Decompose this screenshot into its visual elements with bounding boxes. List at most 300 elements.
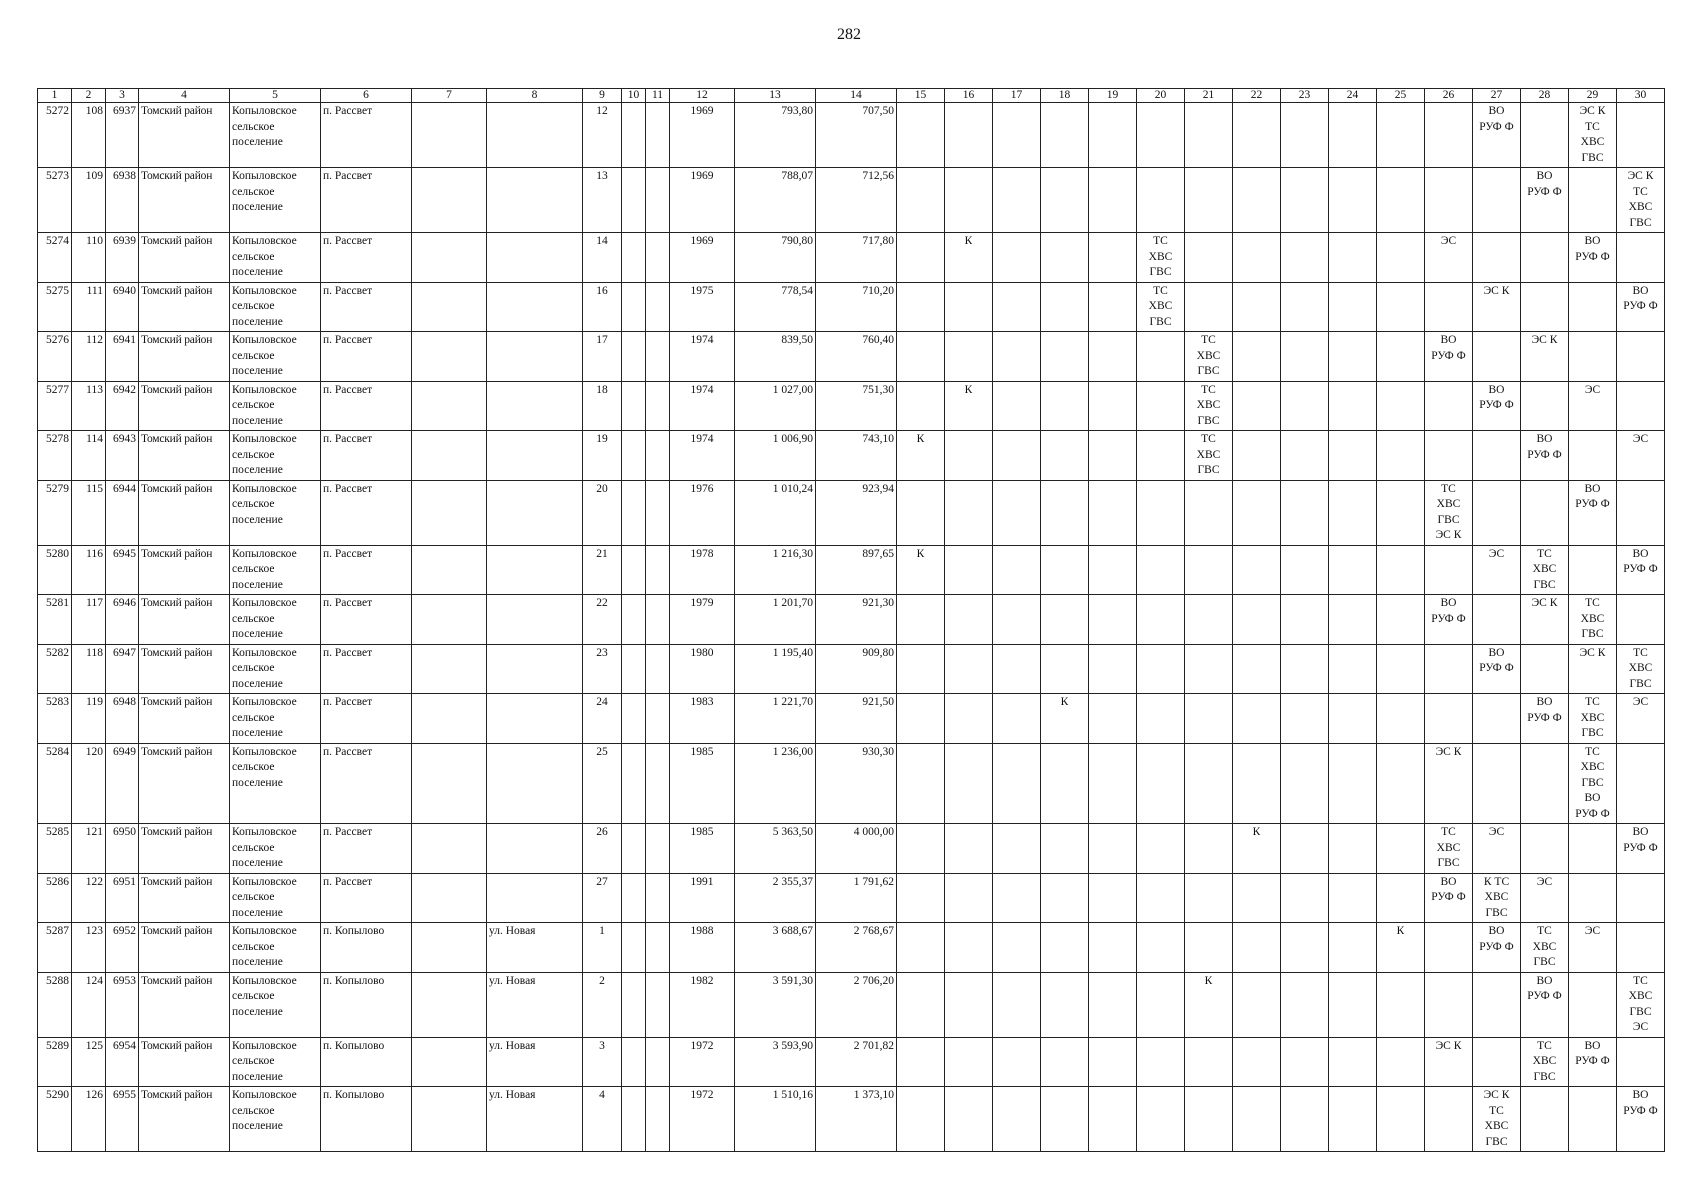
row-index-cell: 125 bbox=[72, 1037, 106, 1087]
year-built-cell: 1983 bbox=[670, 694, 735, 744]
district-cell: Томский район bbox=[139, 168, 230, 233]
living-area-cell: 751,30 bbox=[816, 381, 897, 431]
work-type-cell-28: ВО РУФ Ф bbox=[1521, 168, 1569, 233]
work-type-cell-24 bbox=[1329, 1037, 1377, 1087]
table-row bbox=[38, 1087, 1665, 1152]
work-type-cell-21 bbox=[1185, 743, 1233, 824]
total-area-cell: 1 216,30 bbox=[735, 545, 816, 595]
work-type-cell-24 bbox=[1329, 431, 1377, 481]
total-area-cell: 1 195,40 bbox=[735, 644, 816, 694]
object-id-cell: 6949 bbox=[106, 743, 139, 824]
work-type-cell-24 bbox=[1329, 103, 1377, 168]
work-type-cell-16 bbox=[945, 873, 993, 923]
locality-cell: п. Рассвет bbox=[321, 595, 412, 645]
district-cell: Томский район bbox=[139, 644, 230, 694]
total-area-cell: 1 236,00 bbox=[735, 743, 816, 824]
total-area-cell: 1 201,70 bbox=[735, 595, 816, 645]
work-type-cell-28: ТС ХВС ГВС bbox=[1521, 923, 1569, 973]
living-area-cell: 2 706,20 bbox=[816, 972, 897, 1037]
column-header: 26 bbox=[1425, 89, 1473, 103]
work-type-cell-17 bbox=[993, 480, 1041, 545]
house-number-cell: 19 bbox=[583, 431, 622, 481]
work-type-cell-19 bbox=[1089, 545, 1137, 595]
house-number-cell: 3 bbox=[583, 1037, 622, 1087]
work-type-cell-22 bbox=[1233, 168, 1281, 233]
work-type-cell-15 bbox=[897, 480, 945, 545]
work-type-cell-23 bbox=[1281, 644, 1329, 694]
work-type-cell-29 bbox=[1569, 431, 1617, 481]
work-type-cell-27: ВО РУФ Ф bbox=[1473, 381, 1521, 431]
work-type-cell-27 bbox=[1473, 431, 1521, 481]
table-row bbox=[38, 480, 1665, 545]
district-cell: Томский район bbox=[139, 381, 230, 431]
work-type-cell-23 bbox=[1281, 545, 1329, 595]
house-number-cell: 17 bbox=[583, 332, 622, 382]
work-type-cell-18 bbox=[1041, 103, 1089, 168]
work-type-cell-18 bbox=[1041, 595, 1089, 645]
work-type-cell-22 bbox=[1233, 972, 1281, 1037]
house-number-cell: 21 bbox=[583, 545, 622, 595]
work-type-cell-28: ВО РУФ Ф bbox=[1521, 431, 1569, 481]
column-header: 1 bbox=[38, 89, 72, 103]
locality-cell: п. Копылово bbox=[321, 1087, 412, 1152]
work-type-cell-17 bbox=[993, 545, 1041, 595]
work-type-cell-25 bbox=[1377, 233, 1425, 283]
work-type-cell-16 bbox=[945, 1037, 993, 1087]
col10-cell bbox=[622, 332, 646, 382]
work-type-cell-29 bbox=[1569, 168, 1617, 233]
work-type-cell-22 bbox=[1233, 545, 1281, 595]
work-type-cell-22 bbox=[1233, 1087, 1281, 1152]
work-type-cell-17 bbox=[993, 1087, 1041, 1152]
living-area-cell: 897,65 bbox=[816, 545, 897, 595]
district-cell: Томский район bbox=[139, 233, 230, 283]
work-type-cell-25 bbox=[1377, 332, 1425, 382]
work-type-cell-25 bbox=[1377, 595, 1425, 645]
col11-cell bbox=[646, 743, 670, 824]
total-area-cell: 3 591,30 bbox=[735, 972, 816, 1037]
table-row bbox=[38, 694, 1665, 744]
total-area-cell: 778,54 bbox=[735, 282, 816, 332]
settlement-cell: Копыловское сельское поселение bbox=[230, 644, 321, 694]
work-type-cell-27: ЭС bbox=[1473, 545, 1521, 595]
work-type-cell-26 bbox=[1425, 103, 1473, 168]
work-type-cell-22 bbox=[1233, 282, 1281, 332]
work-type-cell-20 bbox=[1137, 103, 1185, 168]
settlement-cell: Копыловское сельское поселение bbox=[230, 873, 321, 923]
record-number-cell: 5290 bbox=[38, 1087, 72, 1152]
work-type-cell-20 bbox=[1137, 332, 1185, 382]
house-number-cell: 2 bbox=[583, 972, 622, 1037]
column-header: 7 bbox=[412, 89, 487, 103]
total-area-cell: 1 006,90 bbox=[735, 431, 816, 481]
work-type-cell-20 bbox=[1137, 873, 1185, 923]
district-cell: Томский район bbox=[139, 545, 230, 595]
work-type-cell-22: К bbox=[1233, 824, 1281, 874]
work-type-cell-29 bbox=[1569, 824, 1617, 874]
table-row bbox=[38, 168, 1665, 233]
work-type-cell-23 bbox=[1281, 1087, 1329, 1152]
page-number: 282 bbox=[837, 26, 861, 43]
living-area-cell: 707,50 bbox=[816, 103, 897, 168]
district-cell: Томский район bbox=[139, 1087, 230, 1152]
work-type-cell-23 bbox=[1281, 743, 1329, 824]
living-area-cell: 4 000,00 bbox=[816, 824, 897, 874]
work-type-cell-21 bbox=[1185, 480, 1233, 545]
total-area-cell: 839,50 bbox=[735, 332, 816, 382]
object-id-cell: 6951 bbox=[106, 873, 139, 923]
work-type-cell-26 bbox=[1425, 923, 1473, 973]
work-type-cell-23 bbox=[1281, 1037, 1329, 1087]
work-type-cell-16 bbox=[945, 923, 993, 973]
settlement-cell: Копыловское сельское поселение bbox=[230, 1087, 321, 1152]
row-index-cell: 123 bbox=[72, 923, 106, 973]
work-type-cell-27 bbox=[1473, 168, 1521, 233]
work-type-cell-29: ВО РУФ Ф bbox=[1569, 1037, 1617, 1087]
work-type-cell-15 bbox=[897, 103, 945, 168]
locality-cell: п. Рассвет bbox=[321, 233, 412, 283]
col11-cell bbox=[646, 545, 670, 595]
work-type-cell-20 bbox=[1137, 480, 1185, 545]
locality-cell: п. Копылово bbox=[321, 923, 412, 973]
work-type-cell-25 bbox=[1377, 694, 1425, 744]
district-cell: Томский район bbox=[139, 824, 230, 874]
object-id-cell: 6952 bbox=[106, 923, 139, 973]
work-type-cell-15 bbox=[897, 873, 945, 923]
work-type-cell-24 bbox=[1329, 480, 1377, 545]
column-header: 19 bbox=[1089, 89, 1137, 103]
work-type-cell-24 bbox=[1329, 644, 1377, 694]
work-type-cell-19 bbox=[1089, 694, 1137, 744]
column-header: 3 bbox=[106, 89, 139, 103]
record-number-cell: 5273 bbox=[38, 168, 72, 233]
work-type-cell-30: ТС ХВС ГВС ЭС bbox=[1617, 972, 1665, 1037]
year-built-cell: 1969 bbox=[670, 168, 735, 233]
work-type-cell-22 bbox=[1233, 1037, 1281, 1087]
work-type-cell-29 bbox=[1569, 282, 1617, 332]
work-type-cell-28: ЭС К bbox=[1521, 595, 1569, 645]
object-id-cell: 6942 bbox=[106, 381, 139, 431]
total-area-cell: 790,80 bbox=[735, 233, 816, 283]
work-type-cell-21 bbox=[1185, 1037, 1233, 1087]
column-header: 25 bbox=[1377, 89, 1425, 103]
work-type-cell-30 bbox=[1617, 103, 1665, 168]
work-type-cell-19 bbox=[1089, 332, 1137, 382]
work-type-cell-26: ВО РУФ Ф bbox=[1425, 595, 1473, 645]
work-type-cell-21 bbox=[1185, 233, 1233, 283]
year-built-cell: 1974 bbox=[670, 332, 735, 382]
column-header: 6 bbox=[321, 89, 412, 103]
living-area-cell: 710,20 bbox=[816, 282, 897, 332]
settlement-cell: Копыловское сельское поселение bbox=[230, 381, 321, 431]
work-type-cell-26 bbox=[1425, 431, 1473, 481]
work-type-cell-29 bbox=[1569, 332, 1617, 382]
work-type-cell-30: ВО РУФ Ф bbox=[1617, 282, 1665, 332]
locality-cell: п. Рассвет bbox=[321, 694, 412, 744]
work-type-cell-25 bbox=[1377, 282, 1425, 332]
col10-cell bbox=[622, 694, 646, 744]
locality-cell: п. Рассвет bbox=[321, 545, 412, 595]
total-area-cell: 2 355,37 bbox=[735, 873, 816, 923]
district-cell: Томский район bbox=[139, 103, 230, 168]
work-type-cell-15 bbox=[897, 233, 945, 283]
work-type-cell-17 bbox=[993, 694, 1041, 744]
street-cell bbox=[487, 332, 583, 382]
work-type-cell-16 bbox=[945, 743, 993, 824]
work-type-cell-21 bbox=[1185, 103, 1233, 168]
work-type-cell-16 bbox=[945, 972, 993, 1037]
work-type-cell-21 bbox=[1185, 824, 1233, 874]
district-cell: Томский район bbox=[139, 595, 230, 645]
work-type-cell-18 bbox=[1041, 923, 1089, 973]
table-row bbox=[38, 1037, 1665, 1087]
street-cell bbox=[487, 743, 583, 824]
object-id-cell: 6937 bbox=[106, 103, 139, 168]
settlement-cell: Копыловское сельское поселение bbox=[230, 431, 321, 481]
work-type-cell-29: ЭС bbox=[1569, 381, 1617, 431]
living-area-cell: 1 791,62 bbox=[816, 873, 897, 923]
col10-cell bbox=[622, 103, 646, 168]
work-type-cell-19 bbox=[1089, 168, 1137, 233]
work-type-cell-23 bbox=[1281, 103, 1329, 168]
work-type-cell-26 bbox=[1425, 381, 1473, 431]
work-type-cell-19 bbox=[1089, 282, 1137, 332]
record-number-cell: 5288 bbox=[38, 972, 72, 1037]
living-area-cell: 743,10 bbox=[816, 431, 897, 481]
work-type-cell-24 bbox=[1329, 282, 1377, 332]
work-type-cell-16 bbox=[945, 332, 993, 382]
column-header: 8 bbox=[487, 89, 583, 103]
work-type-cell-19 bbox=[1089, 103, 1137, 168]
work-type-cell-15 bbox=[897, 644, 945, 694]
work-type-cell-30 bbox=[1617, 873, 1665, 923]
row-index-cell: 108 bbox=[72, 103, 106, 168]
work-type-cell-28 bbox=[1521, 480, 1569, 545]
work-type-cell-29: ТС ХВС ГВС bbox=[1569, 694, 1617, 744]
work-type-cell-22 bbox=[1233, 694, 1281, 744]
work-type-cell-17 bbox=[993, 972, 1041, 1037]
work-type-cell-18 bbox=[1041, 1087, 1089, 1152]
work-type-cell-24 bbox=[1329, 694, 1377, 744]
col7-cell bbox=[412, 233, 487, 283]
work-type-cell-17 bbox=[993, 743, 1041, 824]
work-type-cell-17 bbox=[993, 431, 1041, 481]
work-type-cell-18 bbox=[1041, 824, 1089, 874]
work-type-cell-29 bbox=[1569, 545, 1617, 595]
row-index-cell: 109 bbox=[72, 168, 106, 233]
work-type-cell-16 bbox=[945, 694, 993, 744]
work-type-cell-24 bbox=[1329, 743, 1377, 824]
work-type-cell-26 bbox=[1425, 282, 1473, 332]
work-type-cell-16: К bbox=[945, 381, 993, 431]
object-id-cell: 6941 bbox=[106, 332, 139, 382]
work-type-cell-18 bbox=[1041, 972, 1089, 1037]
work-type-cell-15 bbox=[897, 923, 945, 973]
work-type-cell-28: ВО РУФ Ф bbox=[1521, 972, 1569, 1037]
row-index-cell: 112 bbox=[72, 332, 106, 382]
work-type-cell-24 bbox=[1329, 1087, 1377, 1152]
work-type-cell-19 bbox=[1089, 1087, 1137, 1152]
col7-cell bbox=[412, 824, 487, 874]
locality-cell: п. Рассвет bbox=[321, 103, 412, 168]
settlement-cell: Копыловское сельское поселение bbox=[230, 103, 321, 168]
work-type-cell-20 bbox=[1137, 545, 1185, 595]
col11-cell bbox=[646, 824, 670, 874]
work-type-cell-15 bbox=[897, 694, 945, 744]
house-number-cell: 1 bbox=[583, 923, 622, 973]
total-area-cell: 1 010,24 bbox=[735, 480, 816, 545]
col11-cell bbox=[646, 1037, 670, 1087]
record-number-cell: 5285 bbox=[38, 824, 72, 874]
work-type-cell-18 bbox=[1041, 743, 1089, 824]
year-built-cell: 1980 bbox=[670, 644, 735, 694]
work-type-cell-22 bbox=[1233, 332, 1281, 382]
year-built-cell: 1974 bbox=[670, 381, 735, 431]
table-row bbox=[38, 824, 1665, 874]
work-type-cell-30: ЭС bbox=[1617, 694, 1665, 744]
work-type-cell-27: ЭС К ТС ХВС ГВС bbox=[1473, 1087, 1521, 1152]
work-type-cell-20 bbox=[1137, 381, 1185, 431]
locality-cell: п. Рассвет bbox=[321, 381, 412, 431]
year-built-cell: 1978 bbox=[670, 545, 735, 595]
living-area-cell: 717,80 bbox=[816, 233, 897, 283]
work-type-cell-23 bbox=[1281, 824, 1329, 874]
work-type-cell-30 bbox=[1617, 595, 1665, 645]
settlement-cell: Копыловское сельское поселение bbox=[230, 595, 321, 645]
work-type-cell-24 bbox=[1329, 381, 1377, 431]
work-type-cell-24 bbox=[1329, 332, 1377, 382]
column-header: 17 bbox=[993, 89, 1041, 103]
work-type-cell-17 bbox=[993, 595, 1041, 645]
street-cell: ул. Новая bbox=[487, 923, 583, 973]
col7-cell bbox=[412, 332, 487, 382]
work-type-cell-15 bbox=[897, 282, 945, 332]
district-cell: Томский район bbox=[139, 873, 230, 923]
work-type-cell-21 bbox=[1185, 644, 1233, 694]
street-cell bbox=[487, 545, 583, 595]
object-id-cell: 6954 bbox=[106, 1037, 139, 1087]
locality-cell: п. Рассвет bbox=[321, 743, 412, 824]
object-id-cell: 6948 bbox=[106, 694, 139, 744]
work-type-cell-22 bbox=[1233, 644, 1281, 694]
work-type-cell-25 bbox=[1377, 972, 1425, 1037]
work-type-cell-23 bbox=[1281, 923, 1329, 973]
table-row bbox=[38, 595, 1665, 645]
work-type-cell-19 bbox=[1089, 644, 1137, 694]
work-type-cell-18 bbox=[1041, 168, 1089, 233]
column-header: 24 bbox=[1329, 89, 1377, 103]
street-cell bbox=[487, 282, 583, 332]
house-number-cell: 27 bbox=[583, 873, 622, 923]
column-header: 29 bbox=[1569, 89, 1617, 103]
col11-cell bbox=[646, 972, 670, 1037]
settlement-cell: Копыловское сельское поселение bbox=[230, 545, 321, 595]
work-type-cell-20: ТС ХВС ГВС bbox=[1137, 233, 1185, 283]
work-type-cell-28 bbox=[1521, 824, 1569, 874]
work-type-cell-21 bbox=[1185, 168, 1233, 233]
district-cell: Томский район bbox=[139, 743, 230, 824]
col10-cell bbox=[622, 644, 646, 694]
table-row bbox=[38, 431, 1665, 481]
work-type-cell-30: ВО РУФ Ф bbox=[1617, 545, 1665, 595]
col11-cell bbox=[646, 595, 670, 645]
work-type-cell-23 bbox=[1281, 332, 1329, 382]
object-id-cell: 6946 bbox=[106, 595, 139, 645]
work-type-cell-16: К bbox=[945, 233, 993, 283]
row-index-cell: 124 bbox=[72, 972, 106, 1037]
column-header: 20 bbox=[1137, 89, 1185, 103]
work-type-cell-19 bbox=[1089, 873, 1137, 923]
work-type-cell-25 bbox=[1377, 381, 1425, 431]
work-type-cell-19 bbox=[1089, 381, 1137, 431]
work-type-cell-16 bbox=[945, 168, 993, 233]
work-type-cell-18 bbox=[1041, 332, 1089, 382]
work-type-cell-21 bbox=[1185, 1087, 1233, 1152]
house-number-cell: 13 bbox=[583, 168, 622, 233]
work-type-cell-16 bbox=[945, 595, 993, 645]
work-type-cell-17 bbox=[993, 644, 1041, 694]
house-number-cell: 26 bbox=[583, 824, 622, 874]
col11-cell bbox=[646, 431, 670, 481]
settlement-cell: Копыловское сельское поселение bbox=[230, 332, 321, 382]
work-type-cell-27 bbox=[1473, 972, 1521, 1037]
work-type-cell-20 bbox=[1137, 694, 1185, 744]
col7-cell bbox=[412, 972, 487, 1037]
work-type-cell-29: ТС ХВС ГВС ВО РУФ Ф bbox=[1569, 743, 1617, 824]
col10-cell bbox=[622, 282, 646, 332]
record-number-cell: 5283 bbox=[38, 694, 72, 744]
street-cell bbox=[487, 824, 583, 874]
year-built-cell: 1979 bbox=[670, 595, 735, 645]
work-type-cell-28: ВО РУФ Ф bbox=[1521, 694, 1569, 744]
year-built-cell: 1974 bbox=[670, 431, 735, 481]
col7-cell bbox=[412, 282, 487, 332]
work-type-cell-22 bbox=[1233, 431, 1281, 481]
col11-cell bbox=[646, 873, 670, 923]
work-type-cell-28 bbox=[1521, 282, 1569, 332]
work-type-cell-26 bbox=[1425, 694, 1473, 744]
work-type-cell-25 bbox=[1377, 431, 1425, 481]
col11-cell bbox=[646, 168, 670, 233]
work-type-cell-22 bbox=[1233, 595, 1281, 645]
work-type-cell-29: ТС ХВС ГВС bbox=[1569, 595, 1617, 645]
work-type-cell-19 bbox=[1089, 1037, 1137, 1087]
row-index-cell: 120 bbox=[72, 743, 106, 824]
street-cell bbox=[487, 233, 583, 283]
work-type-cell-25 bbox=[1377, 1087, 1425, 1152]
column-header: 11 bbox=[646, 89, 670, 103]
col10-cell bbox=[622, 873, 646, 923]
column-header: 23 bbox=[1281, 89, 1329, 103]
work-type-cell-28 bbox=[1521, 743, 1569, 824]
column-header: 13 bbox=[735, 89, 816, 103]
work-type-cell-23 bbox=[1281, 972, 1329, 1037]
col7-cell bbox=[412, 694, 487, 744]
work-type-cell-19 bbox=[1089, 595, 1137, 645]
col7-cell bbox=[412, 873, 487, 923]
header-row bbox=[38, 89, 1665, 103]
table-row bbox=[38, 381, 1665, 431]
work-type-cell-25 bbox=[1377, 168, 1425, 233]
work-type-cell-29: ВО РУФ Ф bbox=[1569, 233, 1617, 283]
work-type-cell-20 bbox=[1137, 923, 1185, 973]
year-built-cell: 1982 bbox=[670, 972, 735, 1037]
row-index-cell: 115 bbox=[72, 480, 106, 545]
work-type-cell-21: К bbox=[1185, 972, 1233, 1037]
work-type-cell-18 bbox=[1041, 480, 1089, 545]
district-cell: Томский район bbox=[139, 923, 230, 973]
work-type-cell-30 bbox=[1617, 332, 1665, 382]
